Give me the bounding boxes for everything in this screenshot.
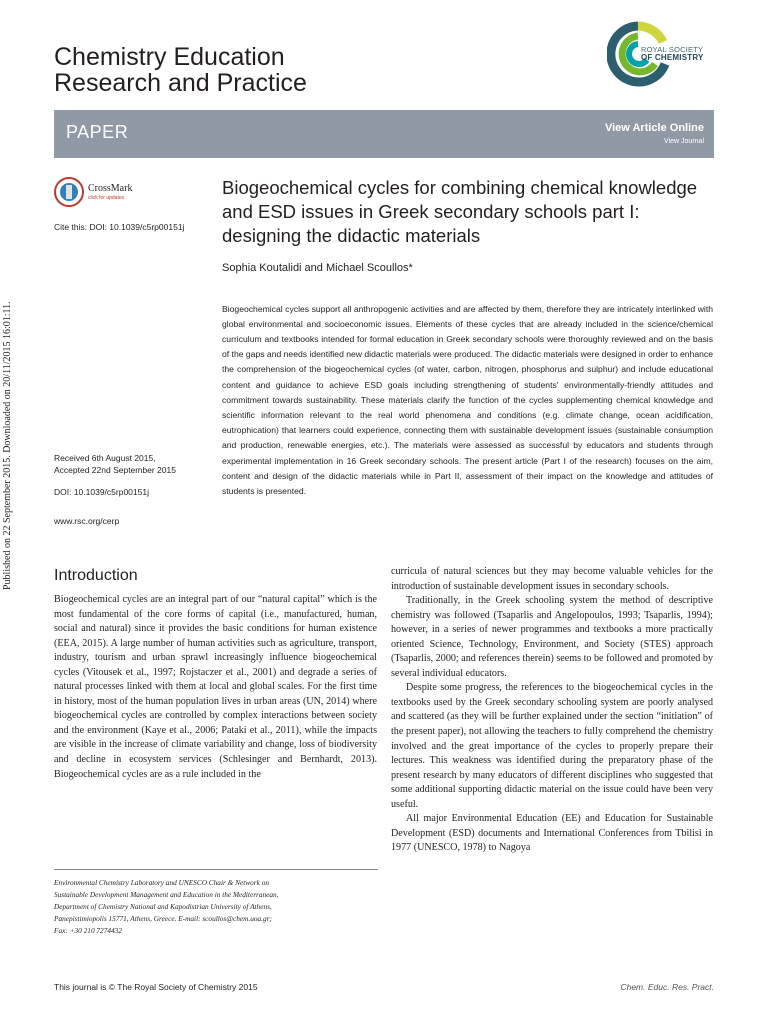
article-authors: Sophia Koutalidi and Michael Scoullos* (222, 262, 413, 274)
rsc-line2: OF CHEMISTRY (641, 53, 704, 62)
crossmark-name: CrossMark (88, 183, 133, 194)
cite-label: Cite this: (54, 222, 88, 232)
rsc-wordmark (641, 46, 704, 62)
body-paragraph: Traditionally, in the Greek schooling system the method of descriptive chemistry was followed (Tsaparlis and Angelopoulos, 1993; Tsaparlis, 1994); however, in a series of newer programmes and textbooks a more practically oriented Science, Technology, Environment, and Society (STES) approach (Tsaparlis, 2000; and references therein) seems to be followed and promoted by several individual educators. (391, 595, 713, 679)
cite-this (54, 222, 184, 232)
body-column-right (391, 565, 713, 856)
affiliation-line: Sustainable Development Management and Education in the Mediterranean, (54, 890, 279, 899)
footnote-divider (54, 869, 378, 870)
crossmark-sub: click for updates (88, 195, 125, 201)
body-paragraph: Despite some progress, the references to the biogeochemical cycles in the textbooks used by the Greek secondary schooling system are poorly analysed and scattered (as they will be further explained under the section “initiation” of the present paper), not allowing the teachers to fully comprehend the chemistry involved and the great importance of the cycles to properly prepare their lectures. This weakness was identified during the preparatory phase of the present research by many educators of different disciplines who suggested that some additional supporting didactic material on the issue could have been very useful. (391, 682, 713, 810)
footer-journal-abbrev: Chem. Educ. Res. Pract. (620, 982, 714, 992)
received-date: Received 6th August 2015, (54, 453, 156, 463)
journal-title-line1: Chemistry Education (54, 43, 285, 71)
download-stamp: Published on 22 September 2015. Downloaded on 20/11/2015 16:01:11. (2, 301, 13, 590)
affiliation-line: Panepistimiopolis 15771, Athens, Greece. E-mail: scoullos@chem.uoa.gr; (54, 914, 272, 923)
body-column-left (54, 565, 377, 782)
section-title-introduction: Introduction (54, 567, 138, 584)
rsc-logo[interactable] (607, 20, 719, 90)
view-article-online-link[interactable]: View Article Online (604, 122, 704, 134)
accepted-date: Accepted 22nd September 2015 (54, 465, 176, 475)
view-journal-link[interactable]: View Journal (664, 138, 704, 145)
journal-url-link[interactable]: www.rsc.org/cerp (54, 516, 120, 526)
affiliation-line: Environmental Chemistry Laboratory and UNESCO Chair & Network on (54, 878, 269, 887)
affiliation-line: Department of Chemistry National and Kapodistrian University of Athens, (54, 902, 272, 911)
article-doi: DOI: 10.1039/c5rp00151j (54, 487, 149, 497)
crossmark-badge[interactable] (54, 176, 154, 210)
article-title: Biogeochemical cycles for combining chemical knowledge and ESD issues in Greek secondary schools part I: designing the didactic materials (222, 177, 698, 246)
rsc-line1: ROYAL SOCIETY (641, 45, 704, 54)
crossmark-icon (54, 176, 84, 208)
received-dates (54, 452, 176, 476)
body-paragraph: All major Environmental Education (EE) and Education for Sustainable Development (ESD) documents and International Conferences from Tbilisi in 1977 (UNESCO, 1978) to Nagoya (391, 813, 713, 854)
journal-title-line2: Research and Practice (54, 69, 307, 97)
affiliation-line: Fax: +30 210 7274432 (54, 926, 122, 935)
body-paragraph: Biogeochemical cycles are an integral part of our “natural capital” which is the most fundamental of the core forms of capital (i.e., manufactured, human, social and natural) since it provides the basic conditions for human existence (EEA, 2015). A large number of human activities such as agriculture, transport, industry, tourism and urban sprawl increasingly influence biogeochemical cycles (Vitousek et al., 1997; Rojstaczer et al., 2001) and degrade a series of natural processes linked with them at local and global scales. For the first time in history, most of the human population lives in urban areas (UN, 2014) where biogeochemical cycles are controlled by complex interactions between society and the environment (Kaye et al., 2006; Pataki et al., 2011), while the impacts are visible in the increase of climate variability and change, loss of biodiversity and decline in ecosystem services (Schlesinger and Bernhardt, 2013). Biogeochemical cycles are as a rule included in the (54, 594, 377, 780)
body-paragraph: curricula of natural sciences but they may become valuable vehicles for the introduction of sustainable development issues in secondary schools. (391, 566, 713, 592)
cite-doi: DOI: 10.1039/c5rp00151j (89, 222, 185, 232)
author-affiliation (54, 877, 378, 937)
paper-label: PAPER (66, 122, 129, 142)
paper-banner (54, 110, 714, 158)
journal-title (54, 44, 307, 96)
abstract: Biogeochemical cycles support all anthropogenic activities and are affected by them, therefore they are intricately interlinked with global environmental and socioeconomic issues. Elements of these cycles that are already included in the science/chemical curriculum and textbooks intended for formal education in Greek secondary schools were thoroughly reviewed and on the basis of the gaps and needs identified new didactic materials were produced. The didactic materials were designed in order to enhance the comprehension of the biogeochemical cycles (of water, carbon, nitrogen, phosphorus and sulphur) and include educational content and guidance to achieve ESD goals including strengthening of students' environmentally-friendly attitudes and commitment towards sustainability. These materials clarify the function of the cycles supplementing chemical knowledge and scientific information relevant to the real world phenomena and conditions (e.g. climate change, ocean acidification, eutrophication) that learners could experience, connecting them with sustainable development issues (sustainable consumption and production, renewable energies, etc.). The materials were assessed as successful by educators and students through experimental implementation in 16 Greek secondary schools. The present article (Part I of the research) focuses on the aim, content and design of the didactic materials while in Part II, assessment of their impact on the knowledge and attitudes of students is presented. (222, 303, 713, 497)
footer-copyright: This journal is © The Royal Society of Chemistry 2015 (54, 982, 258, 992)
